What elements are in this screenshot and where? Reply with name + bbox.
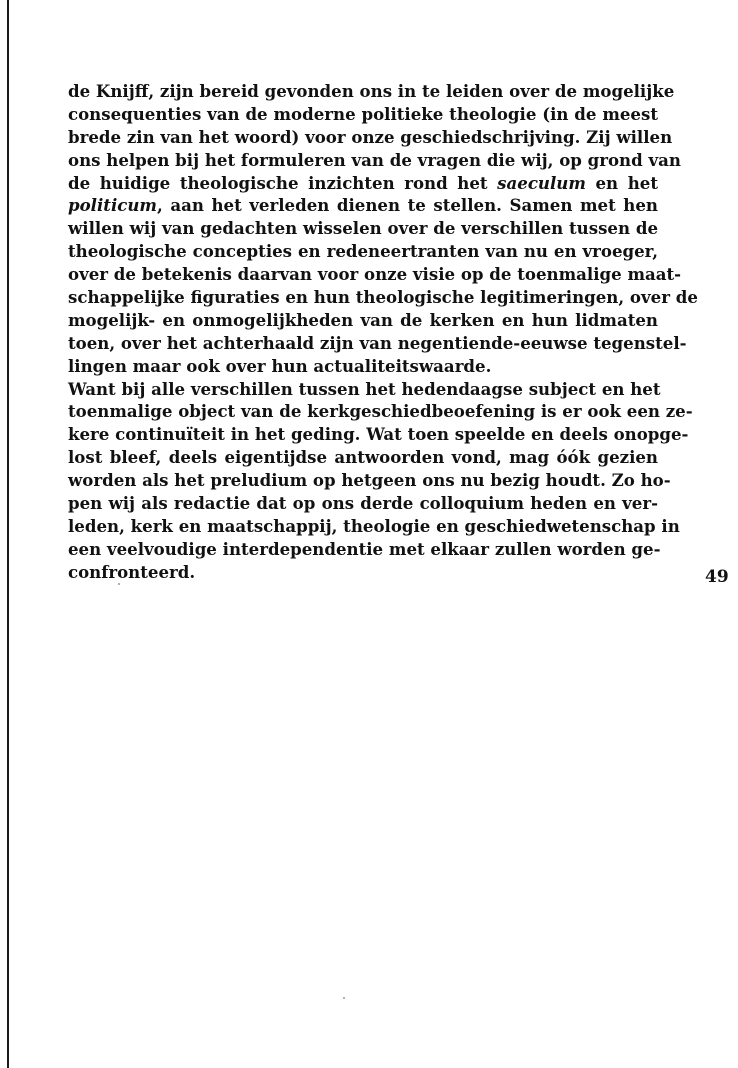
left-margin-rule (7, 0, 9, 1068)
text-line: de huidige theologische inzichten rond het saeculum en het (68, 172, 658, 193)
paragraph-2 (68, 378, 693, 584)
text-line: ons helpen bij het formuleren van de vragen die wij, op grond van (68, 149, 681, 170)
text-line: toenmalige object van de kerkgeschiedbeoefening is er ook een ze- (68, 401, 693, 422)
text-line: brede zin van het woord) voor onze geschiedschrijving. Zij willen (68, 126, 673, 147)
scan-speck (118, 583, 120, 585)
text-line: politicum, aan het verleden dienen te stellen. Samen met hen (68, 195, 658, 216)
text-line: theologische concepties en redeneertranten van nu en vroeger, (68, 241, 658, 262)
italic-term-politicum: politicum (68, 195, 157, 216)
text-line: lingen maar ook over hun actualiteitswaarde. (68, 355, 492, 376)
text-line: confronteerd. (68, 561, 196, 582)
text-line: consequenties van de moderne politieke theologie (in de meest (68, 103, 658, 124)
text-line: lost bleef, deels eigentijdse antwoorden vond, mag óók gezien (68, 447, 658, 468)
text-line: een veelvoudige interdependentie met elkaar zullen worden ge- (68, 538, 661, 559)
text-line: worden als het preludium op hetgeen ons nu bezig houdt. Zo ho- (68, 470, 671, 491)
text-line: pen wij als redactie dat op ons derde colloquium heden en ver- (68, 493, 658, 514)
text-line: leden, kerk en maatschappij, theologie en geschiedwetenschap in (68, 515, 680, 536)
scan-speck (343, 997, 345, 999)
text-line: schappelijke figuraties en hun theologische legitimeringen, over de (68, 287, 698, 308)
text-line: de Knijff, zijn bereid gevonden ons in te leiden over de mogelijke (68, 81, 675, 101)
text-line: willen wij van gedachten wisselen over de verschillen tussen de (68, 218, 658, 239)
body-text (68, 80, 698, 584)
paragraph-1 (68, 80, 698, 378)
text-line: toen, over het achterhaald zijn van negentiende-eeuwse tegenstel- (68, 332, 687, 353)
text-line: kere continuïteit in het geding. Wat toen speelde en deels onopge- (68, 424, 689, 445)
text-line: Want bij alle verschillen tussen het hedendaagse subject en het (68, 378, 661, 399)
text-line: mogelijk- en onmogelijkheden van de kerken en hun lidmaten (68, 309, 658, 330)
page-number: 49 (705, 567, 729, 587)
italic-term-saeculum: saeculum (497, 172, 586, 193)
text-line: over de betekenis daarvan voor onze visie op de toenmalige maat- (68, 264, 682, 285)
